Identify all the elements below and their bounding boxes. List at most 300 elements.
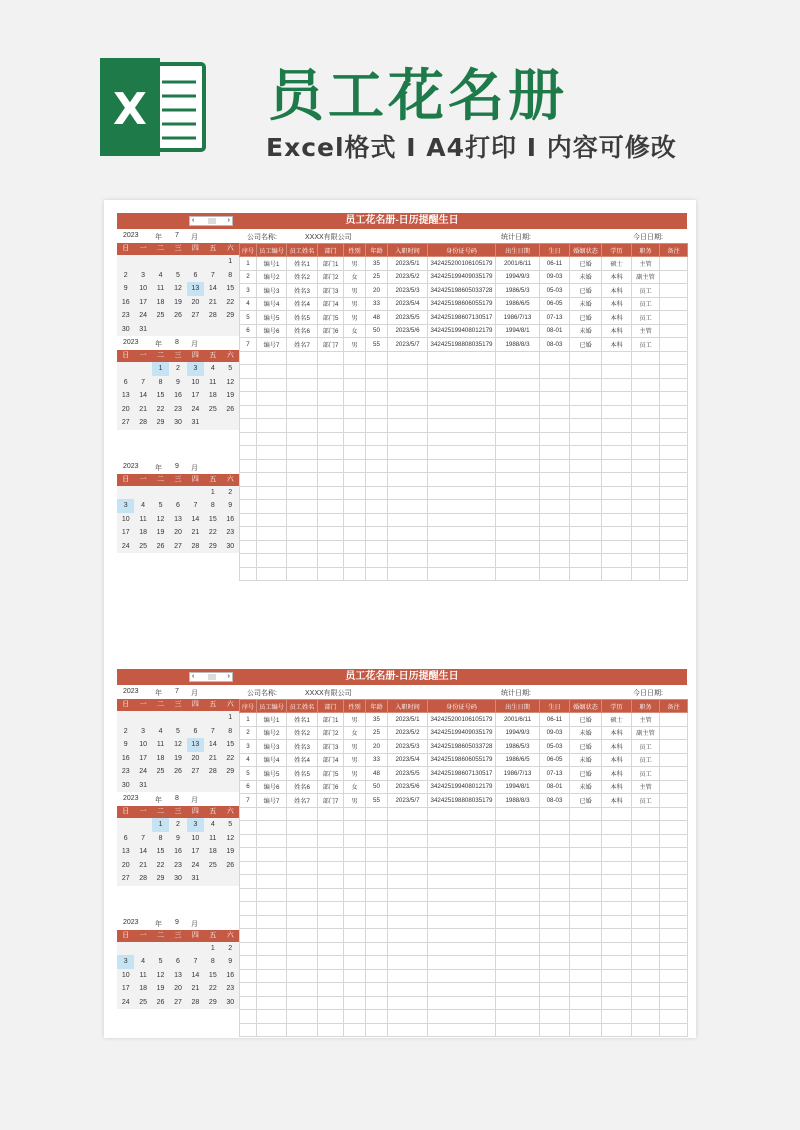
table-cell[interactable]	[540, 996, 570, 1010]
table-cell[interactable]	[602, 983, 632, 997]
table-cell[interactable]	[240, 915, 257, 929]
table-cell[interactable]	[496, 351, 540, 365]
table-cell[interactable]: 07-13	[540, 767, 570, 781]
table-cell[interactable]	[496, 540, 540, 554]
table-cell[interactable]	[660, 297, 688, 311]
table-cell[interactable]: 1986/6/5	[496, 297, 540, 311]
table-cell[interactable]	[540, 500, 570, 514]
table-cell[interactable]	[344, 392, 366, 406]
calendar-day[interactable]: 18	[208, 392, 217, 399]
table-cell[interactable]	[496, 983, 540, 997]
calendar-day[interactable]: 22	[226, 298, 235, 306]
table-cell[interactable]	[287, 929, 318, 943]
table-cell[interactable]	[428, 567, 496, 581]
table-cell[interactable]: 342425198605033728	[428, 740, 496, 754]
table-cell[interactable]	[428, 848, 496, 862]
table-cell[interactable]	[388, 956, 428, 970]
table-cell[interactable]	[540, 459, 570, 473]
table-cell[interactable]	[257, 942, 287, 956]
table-cell[interactable]: 未婚	[570, 297, 602, 311]
table-cell[interactable]: 姓名4	[287, 753, 318, 767]
calendar-year[interactable]: 2023	[123, 688, 139, 695]
table-cell[interactable]	[632, 567, 660, 581]
table-cell[interactable]	[428, 875, 496, 889]
table-cell[interactable]	[287, 915, 318, 929]
table-cell[interactable]	[257, 446, 287, 460]
table-cell[interactable]	[660, 969, 688, 983]
table-cell[interactable]	[660, 446, 688, 460]
table-cell[interactable]	[496, 432, 540, 446]
calendar-day[interactable]: 6	[193, 271, 198, 279]
table-cell[interactable]	[366, 861, 388, 875]
table-cell[interactable]	[388, 1010, 428, 1024]
table-cell[interactable]	[632, 392, 660, 406]
table-cell[interactable]: 副主管	[632, 726, 660, 740]
table-cell[interactable]	[540, 807, 570, 821]
table-cell[interactable]	[318, 1010, 344, 1024]
table-cell[interactable]	[287, 378, 318, 392]
table-cell[interactable]	[428, 956, 496, 970]
table-cell[interactable]	[660, 284, 688, 298]
calendar-day[interactable]: 30	[226, 542, 235, 550]
table-cell[interactable]	[496, 888, 540, 902]
table-cell[interactable]: 2023/5/1	[388, 257, 428, 271]
table-cell[interactable]	[660, 996, 688, 1010]
table-cell[interactable]: 姓名6	[287, 780, 318, 794]
table-cell[interactable]	[240, 848, 257, 862]
table-cell[interactable]	[632, 351, 660, 365]
table-cell[interactable]	[660, 473, 688, 487]
calendar-day[interactable]: 24	[191, 861, 200, 869]
calendar-day[interactable]: 23	[121, 312, 130, 319]
calendar-day[interactable]: 21	[208, 754, 217, 762]
calendar-day[interactable]: 13	[121, 392, 130, 399]
calendar-year[interactable]: 2023	[123, 795, 139, 802]
table-cell[interactable]	[344, 929, 366, 943]
calendar-day[interactable]: 5	[176, 727, 180, 735]
table-cell[interactable]: 342425200106105179	[428, 257, 496, 271]
table-cell[interactable]	[632, 432, 660, 446]
table-cell[interactable]: 06-05	[540, 753, 570, 767]
table-cell[interactable]	[366, 942, 388, 956]
table-cell[interactable]	[388, 902, 428, 916]
calendar-day[interactable]: 15	[208, 515, 217, 523]
table-cell[interactable]	[388, 942, 428, 956]
calendar-day[interactable]: 16	[174, 392, 182, 399]
table-cell[interactable]	[660, 888, 688, 902]
table-cell[interactable]	[540, 861, 570, 875]
table-cell[interactable]	[496, 392, 540, 406]
table-cell[interactable]: 1986/7/13	[496, 767, 540, 781]
calendar-day[interactable]: 12	[174, 285, 182, 292]
calendar-day[interactable]: 22	[226, 754, 235, 762]
table-cell[interactable]	[366, 513, 388, 527]
table-cell[interactable]	[602, 432, 632, 446]
table-cell[interactable]: 本科	[602, 324, 632, 338]
table-cell[interactable]	[344, 527, 366, 541]
table-cell[interactable]	[428, 446, 496, 460]
calendar-year[interactable]: 2023	[123, 462, 139, 470]
table-cell[interactable]: 2023/5/2	[388, 270, 428, 284]
table-cell[interactable]	[366, 834, 388, 848]
table-cell[interactable]	[257, 527, 287, 541]
table-cell[interactable]	[366, 888, 388, 902]
calendar-day[interactable]: 17	[121, 985, 130, 992]
calendar-day[interactable]: 10	[139, 285, 148, 292]
table-cell[interactable]	[318, 888, 344, 902]
table-cell[interactable]	[660, 767, 688, 781]
table-cell[interactable]	[570, 554, 602, 568]
table-cell[interactable]: 本科	[602, 753, 632, 767]
table-cell[interactable]	[602, 956, 632, 970]
table-cell[interactable]	[344, 875, 366, 889]
table-cell[interactable]: 2023/5/6	[388, 780, 428, 794]
table-cell[interactable]	[570, 848, 602, 862]
table-cell[interactable]	[257, 834, 287, 848]
table-cell[interactable]	[602, 405, 632, 419]
table-cell[interactable]: 本科	[602, 284, 632, 298]
table-cell[interactable]	[496, 821, 540, 835]
table-cell[interactable]	[366, 419, 388, 433]
table-cell[interactable]	[632, 473, 660, 487]
table-cell[interactable]	[428, 888, 496, 902]
table-cell[interactable]	[428, 405, 496, 419]
calendar-day[interactable]: 26	[174, 768, 182, 775]
table-cell[interactable]	[496, 807, 540, 821]
table-cell[interactable]	[632, 527, 660, 541]
table-cell[interactable]: 编号3	[257, 740, 287, 754]
calendar-day[interactable]: 5	[228, 365, 233, 372]
calendar-day[interactable]: 18	[139, 529, 148, 536]
table-cell[interactable]: 主管	[632, 257, 660, 271]
table-cell[interactable]	[366, 473, 388, 487]
calendar-day[interactable]: 28	[208, 312, 217, 319]
calendar-day[interactable]: 24	[121, 542, 130, 550]
table-cell[interactable]	[344, 996, 366, 1010]
table-cell[interactable]	[240, 351, 257, 365]
table-cell[interactable]: 09-03	[540, 270, 570, 284]
calendar-day[interactable]: 25	[208, 405, 217, 413]
calendar-day[interactable]: 20	[121, 861, 130, 869]
calendar-day[interactable]: 3	[141, 271, 146, 279]
table-cell[interactable]: 6	[240, 324, 257, 338]
table-cell[interactable]	[660, 270, 688, 284]
calendar-day[interactable]: 24	[191, 405, 200, 413]
calendar-day[interactable]: 5	[158, 958, 163, 965]
table-cell[interactable]	[344, 834, 366, 848]
table-cell[interactable]: 主管	[632, 324, 660, 338]
table-cell[interactable]: 男	[344, 794, 366, 808]
table-cell[interactable]	[344, 983, 366, 997]
table-cell[interactable]	[496, 996, 540, 1010]
calendar-day[interactable]: 16	[226, 971, 235, 979]
table-cell[interactable]	[318, 915, 344, 929]
calendar-day[interactable]: 13	[174, 515, 182, 523]
table-cell[interactable]	[632, 983, 660, 997]
table-cell[interactable]	[366, 500, 388, 514]
table-cell[interactable]: 姓名2	[287, 270, 318, 284]
table-cell[interactable]	[660, 1010, 688, 1024]
calendar-day[interactable]: 26	[156, 998, 165, 1006]
table-cell[interactable]	[388, 969, 428, 983]
table-cell[interactable]	[496, 834, 540, 848]
table-cell[interactable]: 姓名1	[287, 713, 318, 727]
table-cell[interactable]: 员工	[632, 311, 660, 325]
calendar-day[interactable]: 7	[141, 834, 146, 842]
calendar-day[interactable]: 17	[139, 298, 148, 306]
table-cell[interactable]	[602, 1010, 632, 1024]
table-cell[interactable]: 已婚	[570, 740, 602, 754]
table-cell[interactable]: 20	[366, 284, 388, 298]
table-cell[interactable]	[287, 942, 318, 956]
table-cell[interactable]: 男	[344, 753, 366, 767]
table-cell[interactable]	[388, 915, 428, 929]
table-cell[interactable]	[257, 875, 287, 889]
table-cell[interactable]: 1	[240, 257, 257, 271]
calendar-day[interactable]: 14	[139, 848, 148, 855]
table-cell[interactable]	[428, 554, 496, 568]
table-cell[interactable]: 55	[366, 338, 388, 352]
table-cell[interactable]	[344, 807, 366, 821]
table-cell[interactable]	[570, 500, 602, 514]
calendar-day[interactable]: 19	[226, 392, 235, 399]
calendar-day[interactable]: 21	[139, 861, 148, 869]
calendar-day[interactable]: 22	[156, 861, 165, 869]
table-cell[interactable]: 08-03	[540, 338, 570, 352]
table-cell[interactable]	[660, 902, 688, 916]
table-cell[interactable]	[257, 969, 287, 983]
table-cell[interactable]	[570, 419, 602, 433]
table-cell[interactable]	[540, 834, 570, 848]
table-cell[interactable]	[570, 861, 602, 875]
table-cell[interactable]	[632, 956, 660, 970]
table-cell[interactable]	[366, 540, 388, 554]
table-cell[interactable]	[660, 713, 688, 727]
table-cell[interactable]	[602, 365, 632, 379]
calendar-day[interactable]: 13	[187, 282, 204, 296]
table-cell[interactable]: 部门2	[318, 270, 344, 284]
table-cell[interactable]	[540, 392, 570, 406]
calendar-day[interactable]: 17	[121, 529, 130, 536]
table-cell[interactable]	[318, 365, 344, 379]
table-cell[interactable]	[602, 392, 632, 406]
table-cell[interactable]	[344, 861, 366, 875]
table-cell[interactable]	[496, 942, 540, 956]
table-cell[interactable]	[366, 567, 388, 581]
table-cell[interactable]	[318, 942, 344, 956]
table-cell[interactable]	[602, 834, 632, 848]
table-cell[interactable]	[257, 500, 287, 514]
table-cell[interactable]	[344, 513, 366, 527]
table-cell[interactable]: 07-13	[540, 311, 570, 325]
calendar-day[interactable]: 6	[193, 727, 198, 735]
table-cell[interactable]: 2001/6/11	[496, 713, 540, 727]
table-cell[interactable]: 08-01	[540, 324, 570, 338]
table-cell[interactable]	[602, 969, 632, 983]
table-cell[interactable]	[632, 1023, 660, 1037]
table-cell[interactable]	[496, 405, 540, 419]
calendar-day[interactable]: 15	[226, 741, 235, 748]
table-cell[interactable]	[660, 848, 688, 862]
table-cell[interactable]: 1988/8/3	[496, 338, 540, 352]
table-cell[interactable]: 1994/8/1	[496, 324, 540, 338]
table-cell[interactable]	[344, 848, 366, 862]
table-cell[interactable]: 编号2	[257, 726, 287, 740]
calendar-day[interactable]: 3	[187, 818, 204, 832]
calendar-day[interactable]: 23	[174, 861, 182, 869]
calendar-day[interactable]: 23	[226, 985, 235, 992]
table-cell[interactable]	[318, 807, 344, 821]
table-cell[interactable]: 已婚	[570, 794, 602, 808]
calendar-day[interactable]: 7	[141, 378, 146, 386]
table-cell[interactable]	[240, 902, 257, 916]
calendar-day[interactable]: 17	[191, 392, 200, 399]
table-cell[interactable]	[570, 888, 602, 902]
calendar-day[interactable]: 1	[152, 818, 169, 832]
calendar-day[interactable]: 28	[191, 542, 200, 550]
calendar-day[interactable]: 28	[139, 875, 148, 882]
table-cell[interactable]	[287, 554, 318, 568]
table-cell[interactable]	[660, 311, 688, 325]
table-cell[interactable]: 男	[344, 767, 366, 781]
table-cell[interactable]	[240, 486, 257, 500]
calendar-day[interactable]: 28	[191, 998, 200, 1006]
table-cell[interactable]: 1988/8/3	[496, 794, 540, 808]
calendar-day[interactable]: 25	[208, 861, 217, 869]
table-cell[interactable]	[287, 500, 318, 514]
calendar-day[interactable]: 17	[191, 848, 200, 855]
table-cell[interactable]	[344, 365, 366, 379]
table-cell[interactable]	[344, 956, 366, 970]
calendar-day[interactable]: 21	[191, 985, 200, 992]
calendar-day[interactable]: 26	[226, 405, 235, 413]
table-cell[interactable]	[366, 459, 388, 473]
table-cell[interactable]	[344, 902, 366, 916]
table-cell[interactable]: 已婚	[570, 311, 602, 325]
table-cell[interactable]: 48	[366, 311, 388, 325]
table-cell[interactable]: 未婚	[570, 726, 602, 740]
calendar-month[interactable]: 7	[175, 688, 179, 695]
calendar-day[interactable]: 12	[226, 834, 235, 842]
table-cell[interactable]	[240, 807, 257, 821]
table-cell[interactable]: 编号1	[257, 713, 287, 727]
table-cell[interactable]: 1986/5/3	[496, 740, 540, 754]
table-cell[interactable]: 2023/5/4	[388, 753, 428, 767]
table-cell[interactable]	[632, 834, 660, 848]
table-cell[interactable]	[318, 378, 344, 392]
table-cell[interactable]	[428, 459, 496, 473]
table-cell[interactable]	[660, 554, 688, 568]
table-cell[interactable]	[240, 567, 257, 581]
table-cell[interactable]	[540, 821, 570, 835]
table-cell[interactable]	[240, 500, 257, 514]
table-cell[interactable]: 男	[344, 257, 366, 271]
table-cell[interactable]: 50	[366, 780, 388, 794]
calendar-day[interactable]: 2	[176, 821, 180, 828]
table-cell[interactable]	[570, 915, 602, 929]
table-cell[interactable]	[257, 929, 287, 943]
table-cell[interactable]	[602, 513, 632, 527]
table-cell[interactable]	[602, 500, 632, 514]
calendar-day[interactable]: 26	[226, 861, 235, 869]
table-cell[interactable]: 编号5	[257, 311, 287, 325]
calendar-day[interactable]: 1	[210, 488, 215, 496]
calendar-day[interactable]: 19	[156, 529, 165, 536]
table-cell[interactable]	[632, 459, 660, 473]
calendar-day[interactable]: 11	[156, 741, 165, 748]
table-cell[interactable]	[660, 942, 688, 956]
calendar-day[interactable]: 15	[208, 971, 217, 979]
table-cell[interactable]: 部门1	[318, 713, 344, 727]
calendar-day[interactable]: 31	[139, 325, 148, 333]
calendar-day[interactable]: 8	[158, 378, 163, 386]
table-cell[interactable]	[602, 875, 632, 889]
table-cell[interactable]	[540, 567, 570, 581]
table-cell[interactable]: 部门7	[318, 794, 344, 808]
table-cell[interactable]	[318, 419, 344, 433]
table-cell[interactable]	[540, 365, 570, 379]
table-cell[interactable]	[660, 378, 688, 392]
table-cell[interactable]	[257, 459, 287, 473]
table-cell[interactable]	[660, 432, 688, 446]
table-cell[interactable]	[660, 324, 688, 338]
table-cell[interactable]: 未婚	[570, 753, 602, 767]
table-cell[interactable]	[318, 983, 344, 997]
calendar-day[interactable]: 4	[210, 365, 215, 372]
table-cell[interactable]	[388, 554, 428, 568]
calendar-day[interactable]: 23	[226, 529, 235, 536]
calendar-day[interactable]: 12	[226, 378, 235, 386]
table-cell[interactable]	[602, 446, 632, 460]
table-cell[interactable]	[540, 419, 570, 433]
table-cell[interactable]	[660, 338, 688, 352]
calendar-day[interactable]: 7	[210, 271, 215, 279]
calendar-day[interactable]: 17	[139, 754, 148, 762]
calendar-day[interactable]: 30	[174, 419, 182, 426]
table-cell[interactable]	[540, 486, 570, 500]
calendar-day[interactable]: 27	[174, 998, 182, 1006]
calendar-day[interactable]: 30	[174, 875, 182, 882]
table-cell[interactable]: 342425199408012179	[428, 324, 496, 338]
calendar-day[interactable]: 9	[123, 285, 128, 292]
table-cell[interactable]	[632, 848, 660, 862]
table-cell[interactable]	[240, 834, 257, 848]
table-cell[interactable]	[428, 929, 496, 943]
table-cell[interactable]: 05-03	[540, 284, 570, 298]
table-cell[interactable]: 6	[240, 780, 257, 794]
table-cell[interactable]	[257, 915, 287, 929]
table-cell[interactable]: 7	[240, 794, 257, 808]
table-cell[interactable]	[257, 351, 287, 365]
table-cell[interactable]: 编号2	[257, 270, 287, 284]
table-cell[interactable]	[344, 405, 366, 419]
table-cell[interactable]	[660, 929, 688, 943]
table-cell[interactable]	[496, 527, 540, 541]
calendar-day[interactable]: 29	[156, 419, 165, 426]
table-cell[interactable]	[240, 983, 257, 997]
table-cell[interactable]	[428, 486, 496, 500]
table-cell[interactable]	[540, 446, 570, 460]
table-cell[interactable]: 5	[240, 311, 257, 325]
table-cell[interactable]	[496, 365, 540, 379]
calendar-day[interactable]: 13	[187, 738, 204, 752]
table-cell[interactable]	[344, 821, 366, 835]
table-cell[interactable]	[660, 365, 688, 379]
table-cell[interactable]	[632, 888, 660, 902]
table-cell[interactable]	[287, 834, 318, 848]
table-cell[interactable]	[570, 459, 602, 473]
calendar-day[interactable]: 23	[121, 768, 130, 775]
